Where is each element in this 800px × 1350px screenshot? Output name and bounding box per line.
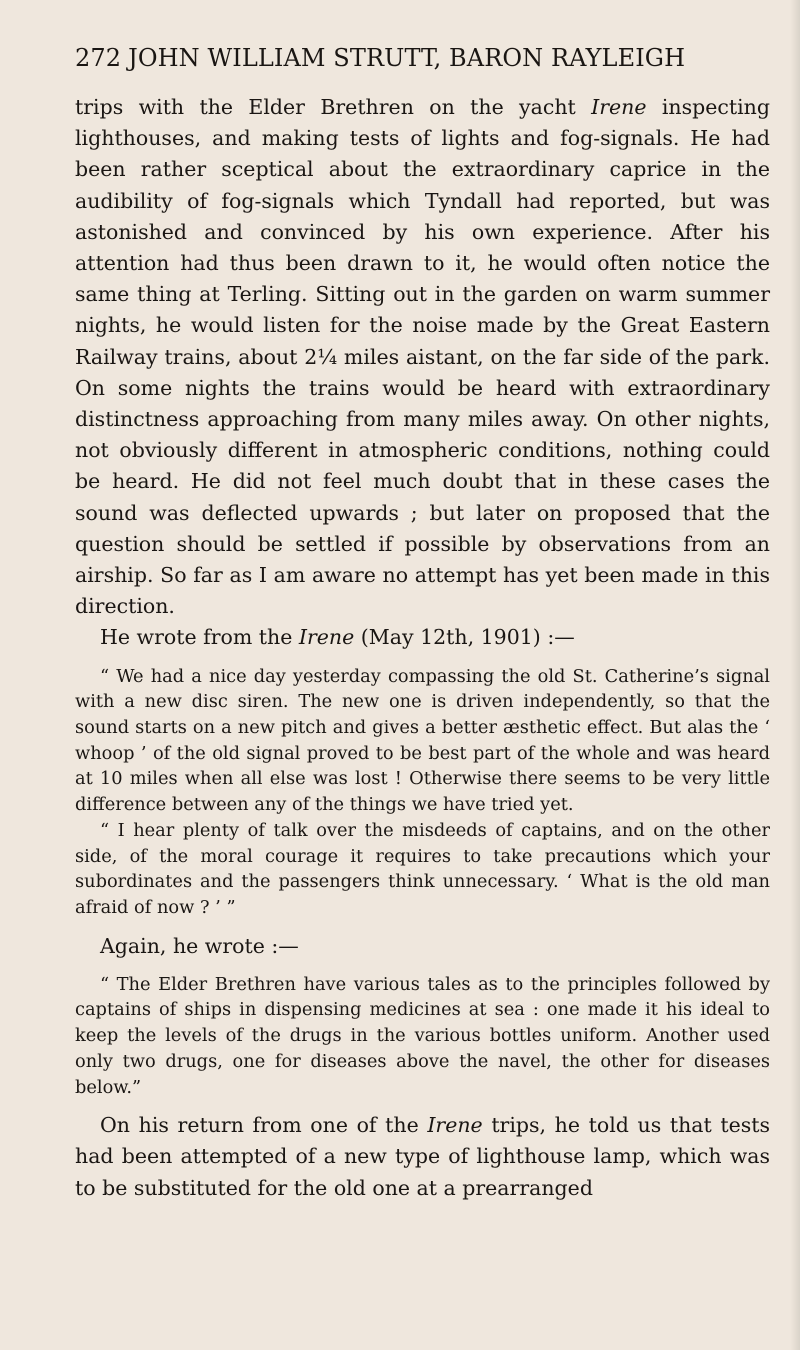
paragraph-text: (May 12th, 1901) :—	[354, 625, 575, 650]
ship-name: Irene	[427, 1113, 483, 1138]
running-title: JOHN WILLIAM STRUTT, BARON RAYLEIGH	[128, 44, 686, 72]
quote-paragraph: “ I hear plenty of talk over the misdeeds of captains, and on the other side, of the moral courage it requires to take precautions which your subordinates and the passengers think unnecessary. ‘ What is the old man afraid of now ? ’ ”	[75, 819, 770, 918]
letter-quote	[75, 664, 770, 921]
paragraph-again: Again, he wrote :—	[100, 933, 299, 958]
paragraph-text: inspecting lighthouses, and making tests of lights and fog-signals. He had been rather sceptical about the extraordinary caprice in the audibility of fog-signals which Tyndall had reported, but was astonished and convinced by his own experience. After his attention had thus been drawn to it, he would often notice the same thing at Terling. Sitting out in the garden on warm summer nights, he would listen for the noise made by the Great Eastern Railway trains, about 2¼ miles aistant, on the far side of the park. On some nights the trains would be heard with extraordinary distinctness approaching from many miles away. On other nights, not obviously different in atmospheric conditions, nothing could be heard. He did not feel much doubt that in these cases the sound was deflected upwards ; but later on proposed that the question should be settled if possible by observations from an airship. So far as I am aware no attempt has yet been made in this direction.	[75, 95, 770, 619]
page-body	[75, 92, 770, 1204]
paragraph-return	[75, 1110, 770, 1204]
page-number: 272	[75, 44, 122, 72]
paragraph-text: He wrote from the	[100, 625, 299, 650]
ship-name: Irene	[591, 95, 647, 119]
paragraph-text: trips with the Elder Brethren on the yacht	[75, 95, 592, 119]
paragraph-text: trips, he told us that tests had been attempted of a new type of lighthouse lamp, which was to be substituted for the old one at a prearranged	[75, 1113, 771, 1200]
page-edge-shadow	[790, 0, 800, 1350]
second-letter-quote	[75, 972, 770, 1101]
quote-paragraph: “ We had a nice day yesterday compassing the old St. Catherine’s signal with a new disc siren. The new one is driven independently, so that the sound starts on a new pitch and gives a better æsthetic effect. But alas the ‘ whoop ’ of the old signal proved to be best part of the whole and was heard at 10 miles when all else was lost ! Otherwise there seems to be very little difference between any of the things we have tried yet.	[75, 665, 770, 816]
running-header	[75, 44, 770, 72]
paragraph-letter-intro	[75, 622, 770, 653]
quote-paragraph: “ The Elder Brethren have various tales as to the principles followed by captains of ships in dispensing medicines at sea : one made it his ideal to keep the levels of the drugs in the various bottles uniform. Another used only two drugs, one for diseases above the navel, the other for diseases below.”	[75, 973, 770, 1098]
paragraph-text: On his return from one of the	[100, 1113, 428, 1138]
paragraph-lighthouse-trips	[75, 92, 770, 622]
ship-name: Irene	[298, 625, 355, 650]
